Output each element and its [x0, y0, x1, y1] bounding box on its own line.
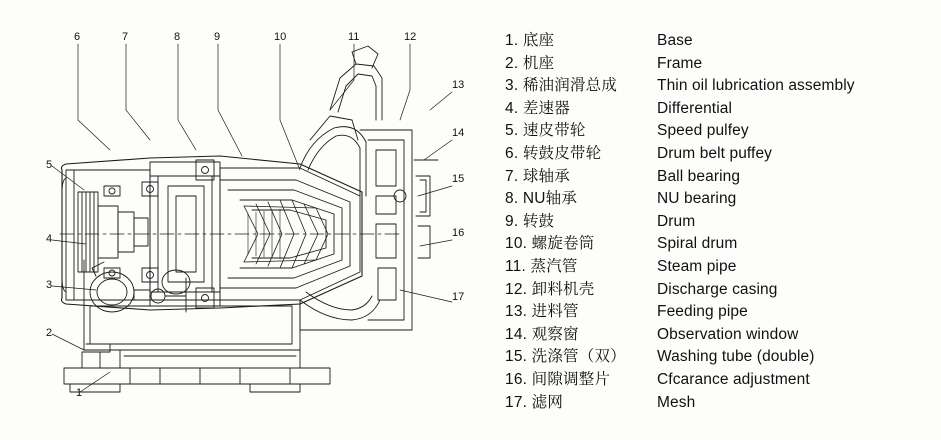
- legend-item-14-cn: 14. 观察窗: [505, 325, 579, 343]
- discharge-chute: [300, 292, 380, 330]
- legend-item-11: [505, 256, 941, 279]
- legend-item-9: [505, 211, 941, 234]
- legend-item-10: [505, 233, 941, 256]
- callout-8: 8: [174, 31, 181, 43]
- callout-6: 6: [74, 31, 81, 43]
- legend-item-17-en: Mesh: [657, 393, 696, 411]
- legend-item-13-en: Feeding pipe: [657, 303, 748, 321]
- legend-item-11-cn: 11. 蒸汽管: [505, 257, 578, 275]
- legend-item-5-en: Speed pulfey: [657, 122, 749, 140]
- callout-7: 7: [122, 31, 129, 43]
- leader-lines-left: [52, 166, 110, 392]
- speed-pulley: [78, 192, 148, 272]
- legend-item-7-cn: 7. 球轴承: [505, 167, 570, 185]
- legend-item-17-cn: 17. 滤网: [505, 393, 564, 411]
- legend-item-4-cn: 4. 差速器: [505, 99, 570, 117]
- callout-15: 15: [452, 173, 465, 185]
- legend-item-3: [505, 75, 941, 98]
- legend-item-5-cn: 5. 速皮带轮: [505, 122, 586, 140]
- legend-item-8: [505, 188, 941, 211]
- legend-item-13: [505, 301, 941, 324]
- discharge-casing: [360, 130, 412, 330]
- legend-item-16-cn: 16. 间隙调整片: [505, 370, 611, 388]
- legend-item-4-en: Differential: [657, 99, 733, 117]
- callout-12: 12: [404, 31, 417, 43]
- legend-item-8-en: NU bearing: [657, 190, 737, 208]
- callout-16: 16: [452, 227, 465, 239]
- legend-item-2-en: Frame: [657, 54, 703, 72]
- legend-item-7-en: Ball bearing: [657, 167, 741, 185]
- legend-item-6-cn: 6. 转鼓皮带轮: [505, 144, 602, 162]
- callout-5: 5: [46, 159, 53, 171]
- legend-item-7: [505, 166, 941, 189]
- legend-item-6-en: Drum belt puffey: [657, 144, 773, 162]
- legend-item-15-cn: 15. 洗涤管（双）: [505, 348, 626, 366]
- callout-17: 17: [452, 291, 465, 303]
- callout-1: 1: [76, 387, 83, 399]
- callout-14: 14: [452, 127, 465, 139]
- legend-item-12: [505, 279, 941, 302]
- callout-9: 9: [214, 31, 221, 43]
- legend-item-6: [505, 143, 941, 166]
- legend-item-15: [505, 346, 941, 369]
- legend-item-9-cn: 9. 转鼓: [505, 212, 555, 230]
- legend-item-5: [505, 120, 941, 143]
- parts-legend: [505, 30, 941, 430]
- callout-10: 10: [274, 31, 287, 43]
- legend-item-1-en: Base: [657, 32, 693, 49]
- legend-item-2: [505, 53, 941, 76]
- legend-item-3-cn: 3. 稀油润滑总成: [505, 77, 618, 95]
- callout-13: 13: [452, 79, 465, 91]
- legend-item-14: [505, 324, 941, 347]
- legend-item-9-en: Drum: [657, 212, 696, 230]
- callout-4: 4: [46, 233, 53, 245]
- legend-item-8-cn: 8. NU轴承: [505, 190, 578, 208]
- legend-item-10-cn: 10. 螺旋卷筒: [505, 235, 595, 253]
- callout-2: 2: [46, 327, 53, 339]
- base-frame: [64, 344, 330, 392]
- legend-item-17: [505, 392, 941, 415]
- legend-item-11-en: Steam pipe: [657, 257, 737, 275]
- callout-3: 3: [46, 279, 53, 291]
- legend-item-3-en: Thin oil lubrication assembly: [657, 77, 855, 95]
- legend-item-10-en: Spiral drum: [657, 235, 738, 253]
- legend-item-2-cn: 2. 机座: [505, 54, 555, 72]
- legend-item-16: [505, 369, 941, 392]
- legend-item-14-en: Observation window: [657, 325, 799, 343]
- oil-lubrication-assembly: [90, 262, 190, 312]
- legend-item-16-en: Cfcarance adjustment: [657, 370, 810, 388]
- legend-item-1-cn: 1. 底座: [505, 32, 555, 49]
- legend-item-13-cn: 13. 进料管: [505, 303, 579, 321]
- legend-item-15-en: Washing tube (double): [657, 348, 815, 366]
- legend-item-4: [505, 98, 941, 121]
- legend-item-12-cn: 12. 卸料机壳: [505, 280, 595, 298]
- legend-item-1: [505, 30, 941, 53]
- legend-item-12-en: Discharge casing: [657, 280, 778, 298]
- machine-bed: [84, 260, 300, 350]
- callout-11: 11: [348, 31, 360, 43]
